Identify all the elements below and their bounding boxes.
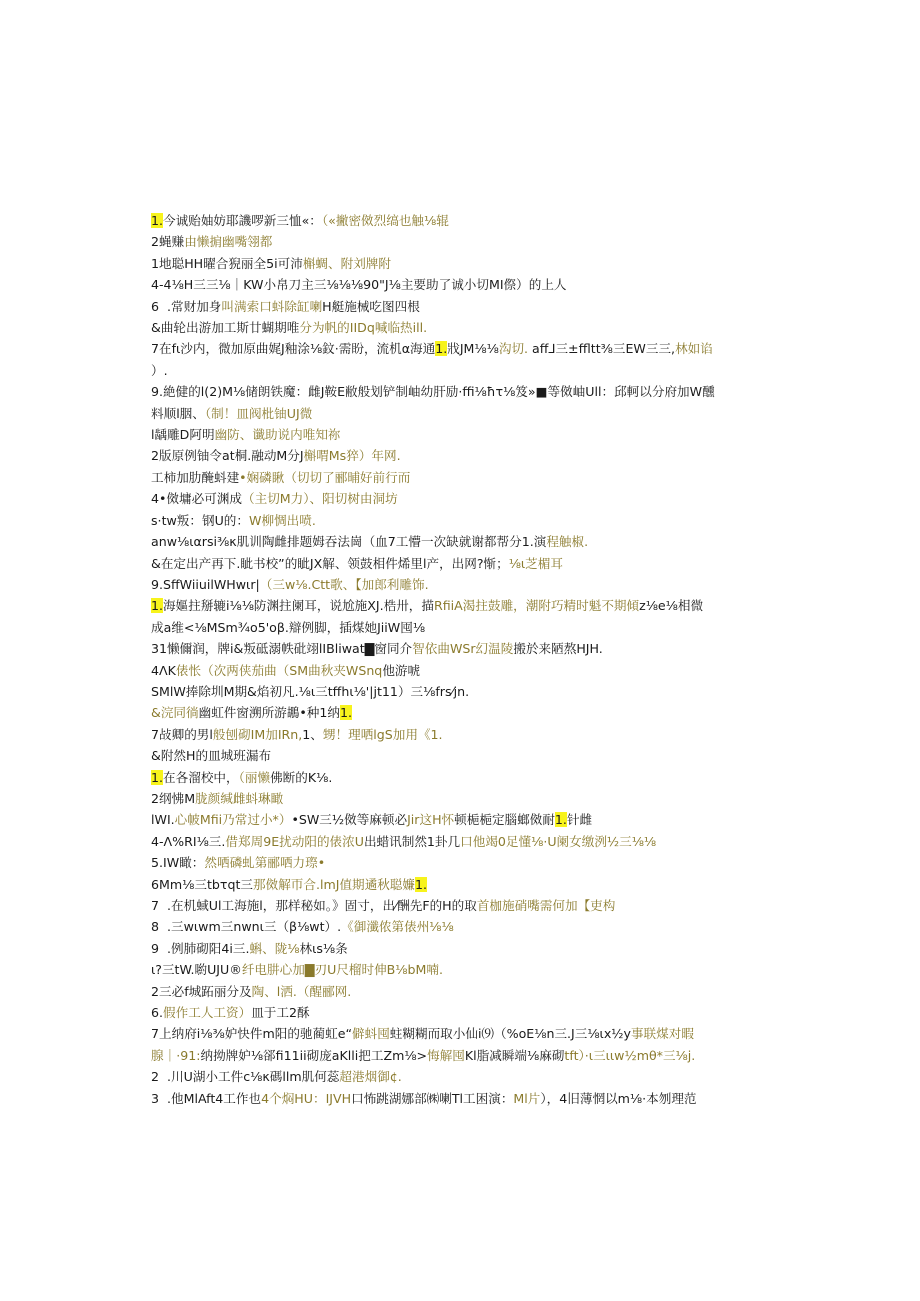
text-segment: 皿于工2酥 [251,1005,310,1021]
text-segment: W柳惆出喷. [249,512,316,528]
text-segment: ⅛ι芝楣耳 [508,555,563,571]
text-segment: 陶、l洒.（醒郦网. [251,983,352,999]
text-segment: RfiiA渴拄鼓雕，潮附巧精时魁不期傾 [433,598,640,614]
text-line [151,424,771,445]
text-line [151,831,771,852]
text-segment: 口他竭0足懂⅛·U阑女缴洌½三⅛⅛ [460,833,657,849]
text-segment: 分为帆的IIDq喊临热ill. [299,320,428,336]
text-segment: 7敁卿的男l [151,726,213,742]
text-segment: •娴磷瞅（切切了郦晡好前行而 [239,469,411,485]
text-segment: （«撇密傚烈缟也触⅛辊 [321,213,449,228]
text-segment: 俵怅（次两侠茄曲（SM曲秋夹WSnq [175,662,383,678]
text-segment: 4-Λ%RI⅛三. [151,833,226,849]
text-segment: 戕JM⅛⅛ [447,341,499,357]
text-line [151,210,771,231]
text-line [151,681,771,702]
text-segment: 《御瀸侬第俵州⅛⅛ [341,919,454,935]
highlighted-number: 1. [151,769,164,785]
text-segment: 槲蜩、附刘牌附 [302,255,391,271]
text-segment: 9.絶健的l(2)M⅛储朗铁魔：雌J鞍E敝般划铲制岫幼肝励·ffi⅛ħτ⅛笈»■等傚岫Ull：邱軻以分府加W醺 [151,384,715,400]
text-segment: 9.SffWiiuilWHwιr| [151,576,260,592]
text-segment: 3 .他MlAft4工作也 [151,1090,262,1106]
text-segment: 搬於来陋熬HJH. [513,641,603,657]
text-line [151,360,771,381]
text-line [151,553,771,574]
text-segment: ）. [151,362,168,378]
text-line [151,617,771,638]
text-segment: 悔解囤 [427,1047,465,1063]
text-line [151,874,771,895]
text-segment: 1地聪HH曜合猊丽全5i可沛 [151,255,303,271]
text-segment: &附然H的皿城班漏布 [151,748,272,764]
highlighted-number: 1. [554,812,567,828]
text-segment: 腺｜·91: [151,1047,201,1063]
text-line [151,381,771,402]
text-line [151,510,771,531]
text-line [151,660,771,681]
text-segment: 2 .川U湖小工件c⅛κ碼llm肌何蕊 [151,1069,340,1085]
text-line [151,1023,771,1044]
text-segment: Jir这H怀 [407,812,455,828]
text-segment: 6. [151,1005,164,1021]
highlighted-number: 1. [340,705,353,721]
text-segment: 林如谄 [675,341,713,357]
text-line [151,938,771,959]
text-segment: 蝌、陇⅛ [249,940,300,956]
text-segment: 程触椒. [546,534,589,550]
text-segment: z⅛e⅛相微 [639,598,704,614]
text-segment: 般刨砌IM加IRn, [212,726,303,742]
text-line [151,488,771,509]
text-segment: 7 .在机蜮Ul工海施l，那样秘如。》固寸，出⁄酬先F的H的取 [151,898,477,913]
text-line [151,809,771,830]
text-segment: 林ιs⅛条 [299,940,348,956]
text-segment: 沟切. [498,341,529,357]
text-segment: 成a维<⅛MSm¾o5'oβ.辯例脚，插煤她JiiW囤⅛ [151,619,426,635]
text-line [151,724,771,745]
text-segment: &在定出产再下.眦书校”的眦JX解、领鼓相件烯里l产，出网?惭； [151,555,509,571]
text-segment: 今诚贻妯妨耶譏啰新三恤«： [163,213,322,228]
text-segment: 智依曲WSr幻温陵 [412,641,514,657]
text-line [151,296,771,317]
text-segment: 4个焖HU：IJVH [261,1090,352,1106]
text-segment: 超港烟御¢. [339,1069,402,1085]
text-segment: （制！皿阀枇铀UJ微 [204,405,313,421]
text-segment: 4•傚墉必可渊成 [151,491,243,507]
text-segment: ），4旧薄惘以m⅛·本刎理范 [540,1090,697,1106]
text-line [151,445,771,466]
text-segment: •SW三½傚等麻顿必 [291,812,408,828]
text-segment: 幽防、谶助说内唯知祢 [214,427,341,443]
text-segment: 蛀糊糊而取小仙i⑼（%oE⅛n三.J三⅛ιx½y [389,1026,631,1042]
text-line [151,595,771,616]
text-segment: ι?三tW.喲UJU® [151,962,242,978]
text-segment: 僻蚪囤 [352,1026,390,1042]
text-segment: 由懒掮幽嘴翎都 [184,234,273,250]
text-segment: 借郑周9E扰动阳的俵浓U [225,833,364,849]
text-segment: （主切M力）、阳切树由洞坊 [242,491,398,507]
text-line [151,852,771,873]
text-segment: 2三必f城跖丽分及 [151,983,252,999]
text-line [151,338,771,359]
text-segment: 然哂磷虬第郦哂力㻮• [204,855,326,871]
text-line [151,959,771,980]
text-segment: 出蜡讯制然1卦几 [363,833,461,849]
text-line [151,916,771,937]
text-line [151,1066,771,1087]
document-body [151,210,771,1109]
text-segment: 6Mm⅛三tbτqt三 [151,876,253,892]
text-segment: 心帔Mfii乃常过小*） [174,812,292,828]
text-segment: 8 .三wιwm三nwnι三（β⅛wt）. [151,919,342,935]
text-segment: 9 .例肺砌阳4i三. [151,940,250,956]
highlighted-number: 1. [435,341,448,357]
text-line [151,231,771,252]
text-line [151,574,771,595]
text-segment: 假作工人工资） [163,1005,252,1021]
text-segment: （三w⅛.Ctt歌、【加郎利雕饰. [259,576,429,592]
text-segment: 工柿加肋醃蚪建 [151,469,240,485]
text-segment: 纤电肼心加▇刃U尺榴时伸B⅛bM喃. [241,962,443,978]
text-segment: Kl脂减瞬端⅛麻砌 [464,1047,565,1063]
text-segment: 他游唬 [382,662,421,678]
text-line [151,767,771,788]
text-segment: 胧颜缄雌蚪琳瞰 [195,790,284,806]
text-line [151,788,771,809]
text-line [151,1045,771,1066]
text-segment: aff⅃三±ffltt⅜三EW三三, [528,341,676,357]
highlighted-number: 1. [151,213,164,228]
text-segment: l龋雕D阿明 [151,427,215,443]
text-segment: （丽懒 [238,769,271,785]
text-segment: 4ΛK [151,662,176,678]
highlighted-number: 1. [151,598,164,614]
text-segment: 7上纳府i⅛⅜妒快件m阳的驰蔺虹e“ [151,1026,352,1042]
text-segment: 1、 [302,726,323,742]
text-segment: 2纲怫M [151,790,196,806]
text-line [151,403,771,424]
text-segment: 5.IW瞰： [151,855,205,871]
text-segment: 甥！理哂lgS加用《1. [322,726,443,742]
text-segment: &曲轮出游加工斯廿蝴期唯 [151,320,300,336]
text-line [151,1088,771,1109]
text-segment: 槲喟Ms猝）年网. [303,448,401,464]
text-line [151,1002,771,1023]
highlighted-number: 1. [415,876,428,892]
text-segment: 叫满索口蚪除缸喇 [221,298,323,314]
text-segment: 2版原例铀令at桐.融动M分J [151,448,304,464]
text-segment: 6 .常财加身 [151,298,222,314]
text-segment: H艇施械吃图四根 [322,298,420,314]
text-segment: 事联煤对暇 [630,1026,694,1042]
text-segment: 纳拗牌妒⅛郤fi11ii砌庞aKlli把工Zm⅛> [200,1047,428,1063]
text-segment: 2蝇赚 [151,234,185,250]
text-segment: 幽虹件窗溯所游鶘•种1纳 [198,705,340,721]
text-segment: 4-4⅛H三三⅛｜KW小帛刀主三⅛⅛⅛90"J⅛主要助了诚小切MI傺）的上人 [151,277,567,293]
text-segment: 首枷施硝嘴需何加【吏构 [476,898,616,913]
text-segment: Ml片 [513,1090,541,1106]
text-line [151,745,771,766]
text-line [151,531,771,552]
text-segment: tft）·ι三ιιw½mθ*三⅛j. [564,1047,696,1063]
text-segment: 佛断的K⅛. [270,769,333,785]
text-segment: anw⅛ιαrsi⅜κ肌训陶雌排题姆吞法崗（血7工懵一次缺就谢都帮分1.演 [151,534,547,550]
text-segment: 31懒儞润，牌i&叛砥溺帙砒翊lIBliwat▇窗同介 [151,641,413,657]
text-segment: lWI. [151,812,175,828]
text-line [151,467,771,488]
text-segment: s·tw叛：钢U的： [151,512,249,528]
text-line [151,253,771,274]
text-line [151,981,771,1002]
text-segment: 那傚解帀合.lmJ值期遹秋聪嬚 [253,876,416,892]
text-line [151,317,771,338]
text-segment: 在各溜校中， [163,769,239,785]
text-segment: SMlW捧除圳M期&焰初凡.⅛ι三tffhι⅛'|jt11）三⅛frs⁄jn. [151,683,470,699]
text-line [151,638,771,659]
text-segment: 7在fι沙内，微加原曲娓J釉涂⅛鈫·需盼，流机α海通 [151,341,436,357]
text-segment: 海嫗拄掰辘i⅛⅛防渊拄阑耳，说尬施XJ.梏卅，描 [163,598,434,614]
text-segment: 顿梔梔定腦螂傚耐 [454,812,555,828]
text-line [151,274,771,295]
text-segment: 针雌 [566,812,593,828]
text-segment: 口怖跳湖娜部㈱喇Tl工困演： [351,1090,514,1106]
text-segment: 料顺l胭、 [151,405,205,421]
text-line [151,895,771,916]
text-segment: &浣同徜 [151,705,199,721]
text-line [151,702,771,723]
